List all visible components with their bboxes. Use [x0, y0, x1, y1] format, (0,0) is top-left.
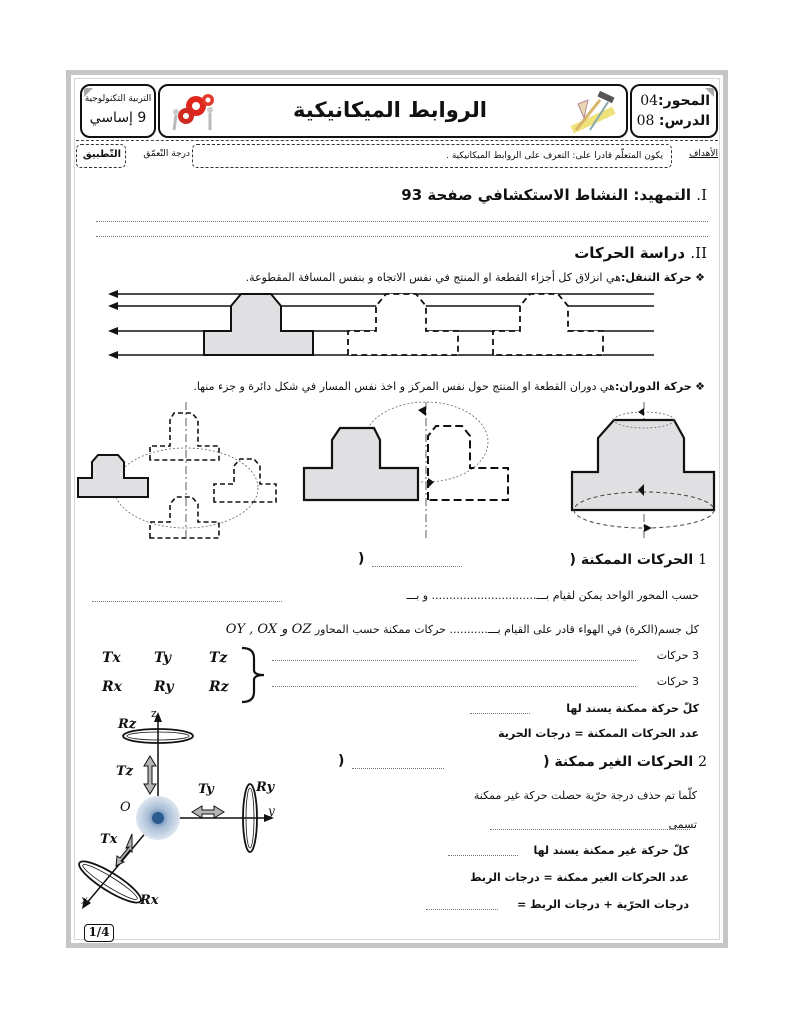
depth-value: التّطبيق: [82, 149, 121, 160]
impossible-each: كلّ حركة غير ممكنة يسند لها: [533, 844, 689, 857]
rz-label: Rz: [118, 717, 137, 732]
ty-arrow: [192, 806, 224, 818]
objectives-box: [192, 144, 672, 168]
rotation-diagram-plane: [74, 400, 274, 540]
title-box: [158, 84, 628, 138]
axes-diagram: [74, 706, 294, 916]
translations-count: 3 حركات: [656, 649, 699, 662]
dof-ry: Ry: [154, 679, 174, 695]
axis-y-label: y: [268, 804, 275, 818]
lesson-value: 08: [636, 113, 655, 129]
answer-line: [490, 829, 690, 830]
impossible-line-1: كلّما تم حذف درجة حرّية حصلت حركة غير ممكنة: [473, 789, 697, 802]
possible-heading: [570, 552, 707, 568]
answer-line: [352, 768, 444, 769]
objectives-row-top: [76, 140, 718, 141]
dof-ty: Ty: [154, 650, 172, 666]
dof-rx: Rx: [102, 679, 122, 695]
impossible-number: 2: [698, 754, 707, 770]
impossible-line-2: تسمى: [668, 818, 697, 831]
part-dashed-1: [348, 294, 458, 355]
depth-label: درجة التّعمّق: [143, 149, 190, 159]
answer-line: [372, 566, 462, 567]
lesson-box: [630, 84, 718, 138]
rx-label: Rx: [140, 893, 159, 908]
rotation-definition: [193, 380, 705, 393]
lesson-label: الدرس:: [658, 113, 710, 129]
dof-rz: Rz: [209, 679, 229, 695]
tz-label: Tz: [116, 764, 134, 779]
translation-definition: [246, 271, 705, 284]
impossible-heading: [543, 754, 707, 770]
rotation-diagram-axis: [300, 400, 550, 540]
answer-line: [92, 601, 282, 602]
possible-each: كلّ حركة ممكنة يسند لها: [566, 702, 699, 715]
rotation-term: حركة الدوران:: [614, 380, 692, 393]
translation-diagram: [108, 288, 656, 356]
page-title: الروابط الميكانيكية: [293, 98, 487, 122]
axes-names: OZ و OY , OX: [225, 622, 312, 637]
possible-number: 1: [698, 552, 707, 568]
axis-x-label: x: [81, 893, 88, 907]
translation-term: حركة التنقل:: [620, 271, 692, 284]
answer-line: [272, 660, 636, 661]
part-dashed-2: [493, 294, 603, 355]
subject-box: [80, 84, 156, 138]
axis-label: المحور:: [658, 93, 710, 109]
part-solid: [204, 294, 313, 355]
tx-label: Tx: [100, 832, 118, 847]
subject-label: التربية التكنولوجية: [84, 94, 152, 104]
section-2-title: دراسة الحركات: [574, 244, 686, 262]
tx-arrow: [116, 834, 132, 866]
part-dashed-bottom: [150, 497, 219, 538]
section-1-number: I.: [696, 186, 707, 204]
impossible-close-paren: ): [338, 753, 345, 769]
section-1-title: التمهيد: النشاط الاستكشافي صفحة 93: [401, 186, 692, 204]
dof-sum: درجات الحرّية + درجات الربط =: [517, 898, 689, 911]
answer-line: [96, 221, 708, 222]
part-dashed: [428, 426, 508, 500]
possible-line-2-text: كل جسم(الكرة) في الهواء قادر على القيام بـــ........... حركات ممكنة حسب المحاور: [314, 623, 699, 636]
axis-z-label: z: [151, 707, 157, 720]
translation-def-text: هي انزلاق كل أجزاء القطعة او المنتج في نفس الاتجاه و بنفس المسافة المقطوعة.: [245, 271, 621, 284]
answer-line: [272, 686, 636, 687]
axis-value: 04: [640, 93, 659, 109]
rotation-diagram-self: [568, 400, 718, 540]
possible-title: الحركات الممكنة (: [569, 552, 694, 568]
page-number: 1/4: [84, 924, 114, 942]
tools-ruler-icon: [564, 90, 620, 136]
grade-label: 9 إساسي: [89, 110, 147, 126]
impossible-equation: عدد الحركات الغير ممكنة = درجات الربط: [470, 871, 689, 884]
ry-label: Ry: [256, 780, 275, 795]
answer-line: [96, 236, 708, 237]
curly-brace-icon: [240, 646, 266, 704]
origin-label: O: [120, 800, 131, 815]
possible-close-paren: ): [358, 551, 365, 567]
part-solid: [304, 428, 418, 500]
impossible-title: الحركات الغير ممكنة (: [543, 754, 694, 770]
axis-field: [640, 93, 710, 109]
section-2-heading: [574, 244, 707, 262]
answer-line: [426, 909, 498, 910]
answer-line: [448, 855, 518, 856]
part-solid: [572, 420, 714, 510]
possible-line-1: حسب المحور الواحد يمكن لقيام بـــ.............................. و بـــ: [406, 589, 699, 602]
bullet-icon: ❖: [695, 380, 705, 393]
gears-people-icon: [166, 90, 216, 134]
dof-tz: Tz: [209, 650, 228, 666]
rotations-count: 3 حركات: [656, 675, 699, 688]
part-dashed-top: [150, 413, 219, 460]
tz-arrow: [144, 756, 156, 794]
part-dashed-right: [214, 459, 276, 502]
objectives-label: الأهداف: [689, 149, 718, 159]
rotation-def-text: هي دوران القطعة او المنتج حول نفس المركز و اخذ نفس المسار في شكل دائرة و جزء منها.: [193, 380, 615, 393]
answer-line: [470, 713, 530, 714]
dof-tx: Tx: [102, 650, 121, 666]
part-solid: [78, 455, 148, 497]
section-2-number: II.: [690, 244, 707, 262]
section-1-heading: [401, 186, 707, 204]
ty-label: Ty: [198, 782, 214, 797]
bullet-icon: ❖: [695, 271, 705, 284]
lesson-field: [637, 113, 710, 129]
possible-equation: عدد الحركات الممكنة = درجات الحرية: [498, 727, 699, 740]
arrowheads: [108, 290, 118, 359]
possible-line-2: [226, 622, 699, 637]
objectives-text: يكون المتعلّم قادرا على: التعرف على الروابط الميكانيكية .: [446, 151, 663, 161]
depth-box: [76, 144, 126, 168]
